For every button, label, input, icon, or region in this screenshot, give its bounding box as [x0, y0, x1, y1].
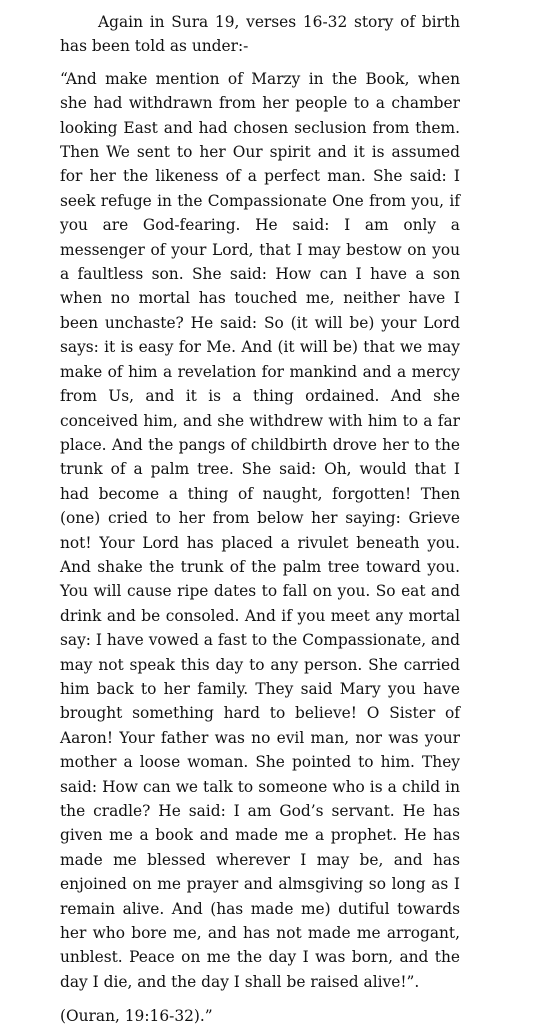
citation: (Ouran, 19:16-32).”: [60, 1007, 213, 1026]
document-page: [60, 10, 460, 1029]
intro-paragraph: Again in Sura 19, verses 16-32 story of birth has been told as under:-: [60, 13, 460, 56]
quoted-passage: “And make mention of Marzy in the Book, when she had withdrawn from her people to a chamber looking East and had chosen seclusion from them. Then We sent to her Our spirit and it is assumed for her the likeness of a perfect man. She said: I seek refuge in the Compassionate One from you, if you are God-fearing. He said: I am only a messenger of your Lord, that I may bestow on you a faultless son. She said: How can I have a son when no mortal has touched me, neither have I been unchaste? He said: So (it will be) your Lord says: it is easy for Me. And (it will be) that we may make of him a revelation for mankind and a mercy from Us, and it is a thing ordained. And she conceived him, and she withdrew with him to a far place. And the pangs of childbirth drove her to the trunk of a palm tree. She said: Oh, would that I had become a thing of naught, forgotten! Then (one) cried to her from below her saying: Grieve not! Your Lord has placed a rivulet beneath you. And shake the trunk of the palm tree toward you. You will cause ripe dates to fall on you. So eat and drink and be consoled. And if you meet any mortal say: I have vowed a fast to the Compassionate, and may not speak this day to any person. She carried him back to her family. They said Mary you have brought something hard to believe! O Sister of Aaron! Your father was no evil man, nor was your mother a loose woman. She pointed to him. They said: How can we talk to someone who is a child in the cradle? He said: I am God’s servant. He has given me a book and made me a prophet. He has made me blessed wherever I may be, and has enjoined on me prayer and almsgiving so long as I remain alive. And (has made me) dutiful towards her who bore me, and has not made me arrogant, unblest. Peace on me the day I was born, and the day I die, and the day I shall be raised alive!”.: [60, 69, 460, 991]
